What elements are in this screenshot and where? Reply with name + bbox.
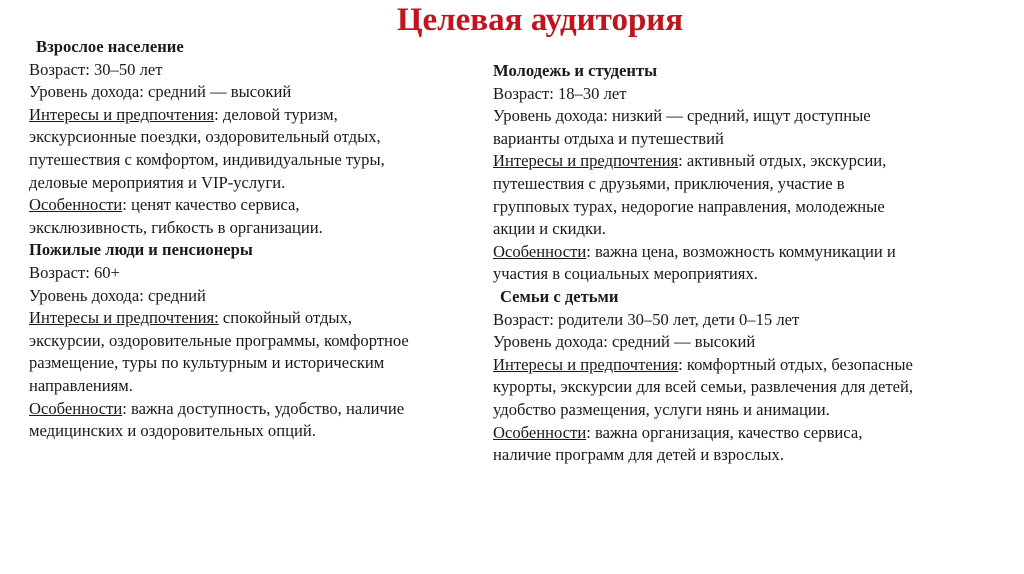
section-title: Молодежь и студенты [493, 61, 658, 80]
features-line [493, 422, 993, 445]
age-text: Возраст: родители 30–50 лет, дети 0–15 лет [493, 309, 800, 329]
features-text: : ценят качество сервиса, [122, 195, 300, 215]
features-text: наличие программ для детей и взрослых. [493, 445, 785, 465]
features-label: Особенности [493, 422, 587, 442]
income-text: Уровень дохода: низкий — средний, ищут доступные [493, 106, 871, 126]
interests-text: деловые мероприятия и VIP-услуги. [29, 172, 286, 192]
income-text: Уровень дохода: средний [29, 285, 206, 305]
interests-text: экскурсии, оздоровительные программы, комфортное [29, 330, 409, 350]
interests-line [493, 354, 993, 377]
features-text: эксклюзивность, гибкость в организации. [29, 217, 323, 237]
age-text: Возраст: 60+ [29, 262, 120, 282]
features-text: медицинских и оздоровительных опций. [29, 421, 316, 441]
section-adult [29, 36, 479, 239]
interests-text: групповых турах, недорогие направления, молодежные [493, 196, 885, 216]
section-youth [493, 60, 993, 286]
interests-label: Интересы и предпочтения [493, 151, 679, 171]
interests-text: акции и скидки. [493, 219, 607, 239]
page-title: Целевая аудитория [396, 2, 684, 38]
interests-text: : деловой туризм, [214, 104, 338, 124]
right-column [493, 60, 993, 467]
section-title: Взрослое население [36, 37, 184, 56]
age-text: Возраст: 18–30 лет [493, 83, 627, 103]
interests-text: спокойный отдых, [218, 308, 353, 328]
interests-text: путешествия с друзьями, приключения, участие в [493, 173, 845, 193]
features-text: : важна организация, качество сервиса, [586, 422, 863, 442]
income-text: варианты отдыха и путешествий [493, 128, 724, 148]
features-text: : важна доступность, удобство, наличие [122, 398, 405, 418]
interests-text: курорты, экскурсии для всей семьи, развлечения для детей, [493, 377, 913, 397]
features-text: : важна цена, возможность коммуникации и [586, 241, 896, 261]
interests-text: удобство размещения, услуги нянь и анимации. [493, 399, 830, 419]
features-label: Особенности [29, 398, 123, 418]
features-text: участия в социальных мероприятиях. [493, 264, 758, 284]
section-seniors [29, 239, 479, 442]
features-line [29, 194, 479, 217]
interests-label: Интересы и предпочтения [493, 354, 679, 374]
features-label: Особенности [29, 195, 123, 215]
features-line [29, 398, 479, 421]
interests-line [493, 150, 993, 173]
income-text: Уровень дохода: средний — высокий [29, 82, 292, 102]
interests-text: : комфортный отдых, безопасные [678, 354, 913, 374]
interests-line [29, 104, 479, 127]
interests-text: : активный отдых, экскурсии, [678, 151, 887, 171]
income-text: Уровень дохода: средний — высокий [493, 332, 756, 352]
age-text: Возраст: 30–50 лет [29, 59, 163, 79]
section-families [493, 286, 993, 467]
section-title: Пожилые люди и пенсионеры [29, 240, 253, 260]
interests-line [29, 307, 479, 330]
section-title: Семьи с детьми [500, 286, 619, 306]
interests-text: размещение, туры по культурным и историческим [29, 353, 385, 373]
interests-text: путешествия с комфортом, индивидуальные туры, [29, 149, 385, 169]
features-line [493, 241, 993, 264]
interests-label: Интересы и предпочтения [29, 104, 215, 124]
features-label: Особенности [493, 241, 587, 261]
interests-label: Интересы и предпочтения: [29, 308, 219, 328]
left-column [29, 36, 479, 443]
interests-text: направлениям. [29, 375, 133, 395]
interests-text: экскурсионные поездки, оздоровительный отдых, [29, 127, 381, 147]
